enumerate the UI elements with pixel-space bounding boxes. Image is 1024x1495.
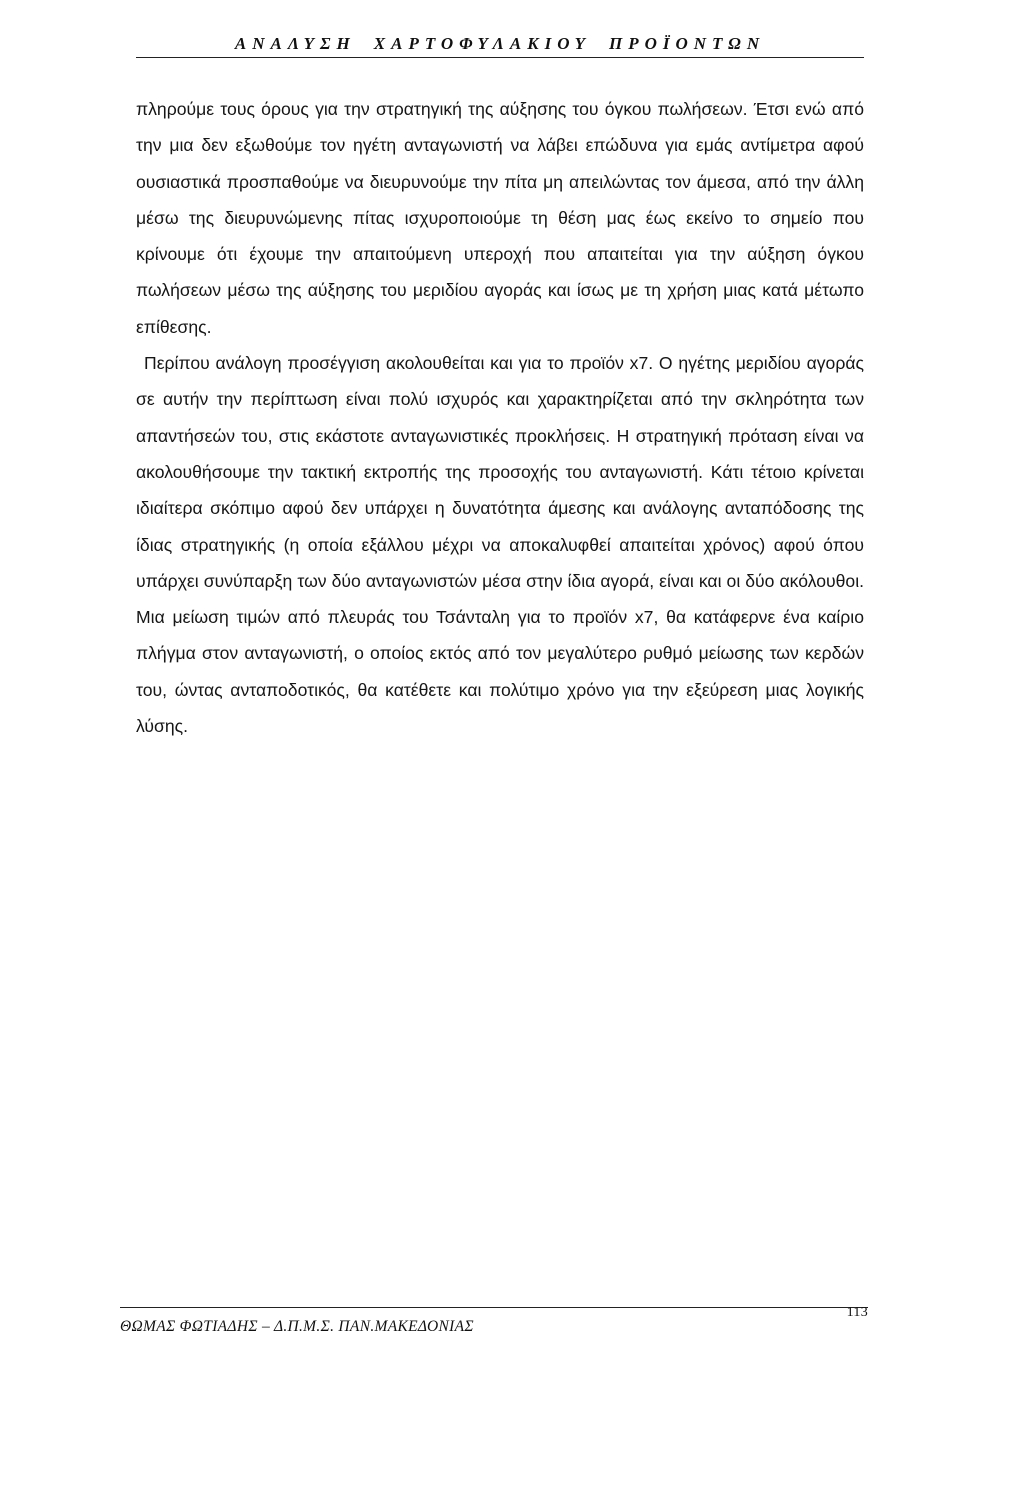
body-text xyxy=(136,91,864,744)
header-part-3: ΠΡΟΪΟΝΤΩΝ xyxy=(609,34,766,53)
page-number: 113 xyxy=(846,1305,868,1320)
paragraph-2: Περίπου ανάλογη προσέγγιση ακολουθείται και για το προϊόν x7. Ο ηγέτης μεριδίου αγοράς σε αυτήν την περίπτωση είναι πολύ ισχυρός και χαρακτηρίζεται από την σκληρότητα των απαντήσεών του, στις εκάστοτε ανταγωνιστικές προκλήσεις. Η στρατηγική πρόταση είναι να ακολουθήσουμε την τακτική εκτροπής της προσοχής του ανταγωνιστή. Κάτι τέτοιο κρίνεται ιδιαίτερα σκόπιμο αφού δεν υπάρχει η δυνατότητα άμεσης και ανάλογης ανταπόδοσης της ίδιας στρατηγικής (η οποία εξάλλου μέχρι να αποκαλυφθεί απαιτείται χρόνος) αφού όπου υπάρχει συνύπαρξη των δύο ανταγωνιστών μέσα στην ίδια αγορά, είναι και οι δύο ακόλουθοι. Μια μείωση τιμών από πλευράς του Τσάνταλη για το προϊόν x7, θα κατάφερνε ένα καίριο πλήγμα στον ανταγωνιστή, ο οποίος εκτός από τον μεγαλύτερο ρυθμό μείωσης των κερδών του, ώντας ανταποδοτικός, θα κατέθετε και πολύτιμο χρόνο για την εξεύρεση μιας λογικής λύσης. xyxy=(136,353,864,737)
page-footer xyxy=(120,1307,868,1336)
running-header xyxy=(136,34,864,58)
paragraph-1: πληρούμε τους όρους για την στρατηγική της αύξησης του όγκου πωλήσεων. Έτσι ενώ από την μια δεν εξωθούμε τον ηγέτη ανταγωνιστή να λάβει επώδυνα για εμάς αντίμετρα αφού ουσιαστικά προσπαθούμε να διευρυνούμε την πίτα μη απειλώντας τον άμεσα, από την άλλη μέσω της διευρυνώμενης πίτας ισχυροποιούμε τη θέση μας έως εκείνο το σημείο που κρίνουμε ότι έχουμε την απαιτούμενη υπεροχή που απαιτείται για την αύξηση όγκου πωλήσεων μέσω της αύξησης του μεριδίου αγοράς και ίσως με τη χρήση μιας κατά μέτωπο επίθεσης. xyxy=(136,99,864,337)
footer-author: ΘΩΜΑΣ ΦΩΤΙΑΔΗΣ – Δ.Π.Μ.Σ. ΠΑΝ.ΜΑΚΕΔΟΝΙΑΣ xyxy=(120,1318,474,1335)
header-part-1: ΑΝΑΛΥΣΗ xyxy=(234,34,356,53)
header-part-2: ΧΑΡΤΟΦΥΛΑΚΙΟΥ xyxy=(373,34,591,53)
